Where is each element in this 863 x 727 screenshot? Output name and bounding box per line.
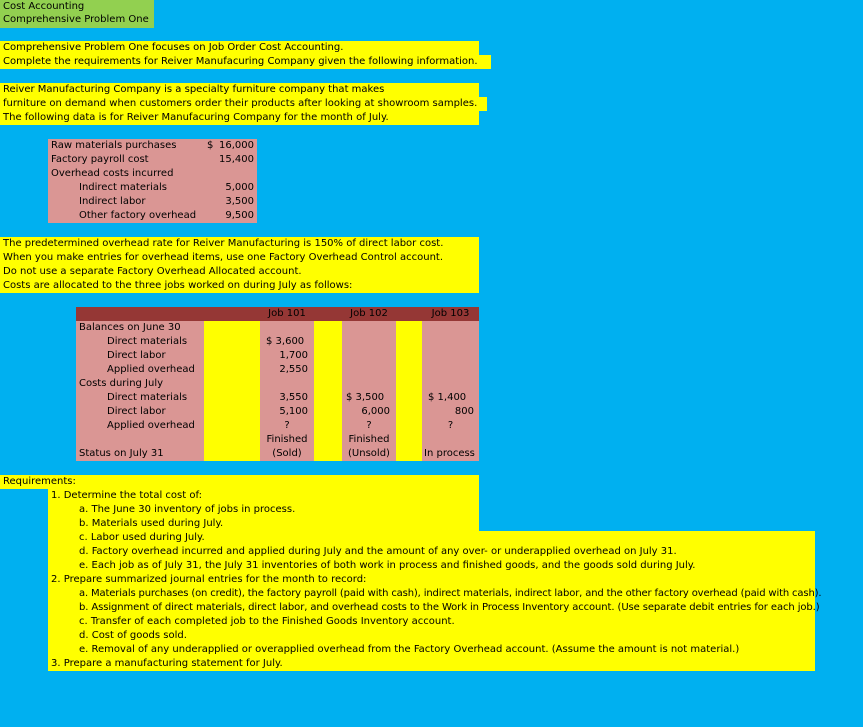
job-103-jul-ao: ? <box>447 420 454 431</box>
requirements-label: Requirements: <box>3 476 76 487</box>
status-label: Status on July 31 <box>79 448 164 459</box>
raw-materials-currency: $ <box>207 140 214 151</box>
indirect-materials-label: Indirect materials <box>79 182 168 193</box>
other-overhead-value: 9,500 <box>225 210 254 221</box>
requirement-2c: c. Transfer of each completed job to the Finished Goods Inventory account. <box>79 616 455 627</box>
indirect-materials-value: 5,000 <box>225 182 254 193</box>
requirement-2e: e. Removal of any underapplied or overapplied overhead from the Factory Overhead account. (Assume the amount is not material.) <box>79 644 740 655</box>
rate-line-3: Do not use a separate Factory Overhead Allocated account. <box>3 266 302 277</box>
costs-july-label: Costs during July <box>79 378 164 389</box>
job-table-spacer-2 <box>314 321 342 461</box>
july-dl-label: Direct labor <box>107 406 166 417</box>
requirement-1d: d. Factory overhead incurred and applied during July and the amount of any over- or underapplied overhead on July 31. <box>79 546 677 557</box>
requirement-2b: b. Assignment of direct materials, direct labor, and overhead costs to the Work in Process Inventory account. (Use separate debit entries for each job.) <box>79 602 820 613</box>
job-103-jul-dm: $ 1,400 <box>428 392 467 403</box>
requirement-1c: c. Labor used during July. <box>79 532 205 543</box>
job-101-bal-dl: 1,700 <box>279 350 308 361</box>
job-101-bal-dm: $ 3,600 <box>266 336 305 347</box>
job-102-status-1: Finished <box>348 434 390 445</box>
job-103-jul-dl: 800 <box>454 406 474 417</box>
payroll-label: Factory payroll cost <box>51 154 149 165</box>
job-101-header: Job 101 <box>268 308 306 319</box>
balance-dm-label: Direct materials <box>107 336 188 347</box>
company-overflow <box>479 97 487 111</box>
raw-materials-label: Raw materials purchases <box>51 140 177 151</box>
intro-line-1: Comprehensive Problem One focuses on Job Order Cost Accounting. <box>3 42 344 53</box>
job-103-header: Job 103 <box>431 308 470 319</box>
raw-materials-value: 16,000 <box>219 140 254 151</box>
doc-subtitle: Comprehensive Problem One <box>3 14 149 25</box>
job-table-spacer-1 <box>204 321 260 461</box>
requirement-3: 3. Prepare a manufacturing statement for July. <box>51 658 283 669</box>
indirect-labor-label: Indirect labor <box>79 196 146 207</box>
requirement-1a: a. The June 30 inventory of jobs in process. <box>79 504 296 515</box>
job-101-jul-dl: 5,100 <box>279 406 308 417</box>
company-line-3: The following data is for Reiver Manufacuring Company for the month of July. <box>3 112 389 123</box>
balances-label: Balances on June 30 <box>79 322 181 333</box>
requirement-1: 1. Determine the total cost of: <box>51 490 202 501</box>
requirement-1e: e. Each job as of July 31, the July 31 inventories of both work in process and finished goods, and the goods sold during July. <box>79 560 696 571</box>
july-dm-label: Direct materials <box>107 392 188 403</box>
rate-line-2: When you make entries for overhead items, use one Factory Overhead Control account. <box>3 252 444 263</box>
company-line-1: Reiver Manufacturing Company is a specialty furniture company that makes <box>3 84 385 95</box>
overhead-label: Overhead costs incurred <box>51 168 174 179</box>
job-table-spacer-3 <box>396 321 422 461</box>
job-102-jul-ao: ? <box>366 420 372 431</box>
job-101-jul-dm: 3,550 <box>279 392 308 403</box>
doc-title: Cost Accounting <box>3 1 85 12</box>
company-line-2: furniture on demand when customers order their products after looking at showroom samples. <box>3 98 478 109</box>
job-102-header: Job 102 <box>350 308 388 319</box>
intro-overflow <box>479 55 491 69</box>
job-101-status-1: Finished <box>266 434 308 445</box>
payroll-value: 15,400 <box>219 154 254 165</box>
job-101-status-2: (Sold) <box>272 448 302 459</box>
balance-dl-label: Direct labor <box>107 350 166 361</box>
other-overhead-label: Other factory overhead <box>79 210 197 221</box>
requirement-1b: b. Materials used during July. <box>79 518 224 529</box>
indirect-labor-value: 3,500 <box>225 196 254 207</box>
requirement-2d: d. Cost of goods sold. <box>79 630 187 641</box>
balance-ao-label: Applied overhead <box>107 364 195 375</box>
job-102-status-2: (Unsold) <box>348 448 390 459</box>
job-101-bal-ao: 2,550 <box>279 364 308 375</box>
intro-line-2: Complete the requirements for Reiver Manufacuring Company given the following information. <box>3 56 478 67</box>
job-102-jul-dm: $ 3,500 <box>346 392 385 403</box>
requirement-2a: a. Materials purchases (on credit), the factory payroll (paid with cash), indirect materials, indirect labor, and the other factory overhead (paid with cash). <box>79 588 822 599</box>
july-ao-label: Applied overhead <box>107 420 195 431</box>
rate-line-1: The predetermined overhead rate for Reiver Manufacturing is 150% of direct labor cost. <box>3 238 444 249</box>
rate-line-4: Costs are allocated to the three jobs worked on during July as follows: <box>3 280 353 291</box>
job-102-jul-dl: 6,000 <box>361 406 390 417</box>
job-103-status-1: In process <box>424 448 475 459</box>
job-101-jul-ao: ? <box>284 420 290 431</box>
requirement-2: 2. Prepare summarized journal entries for the month to record: <box>51 574 367 585</box>
